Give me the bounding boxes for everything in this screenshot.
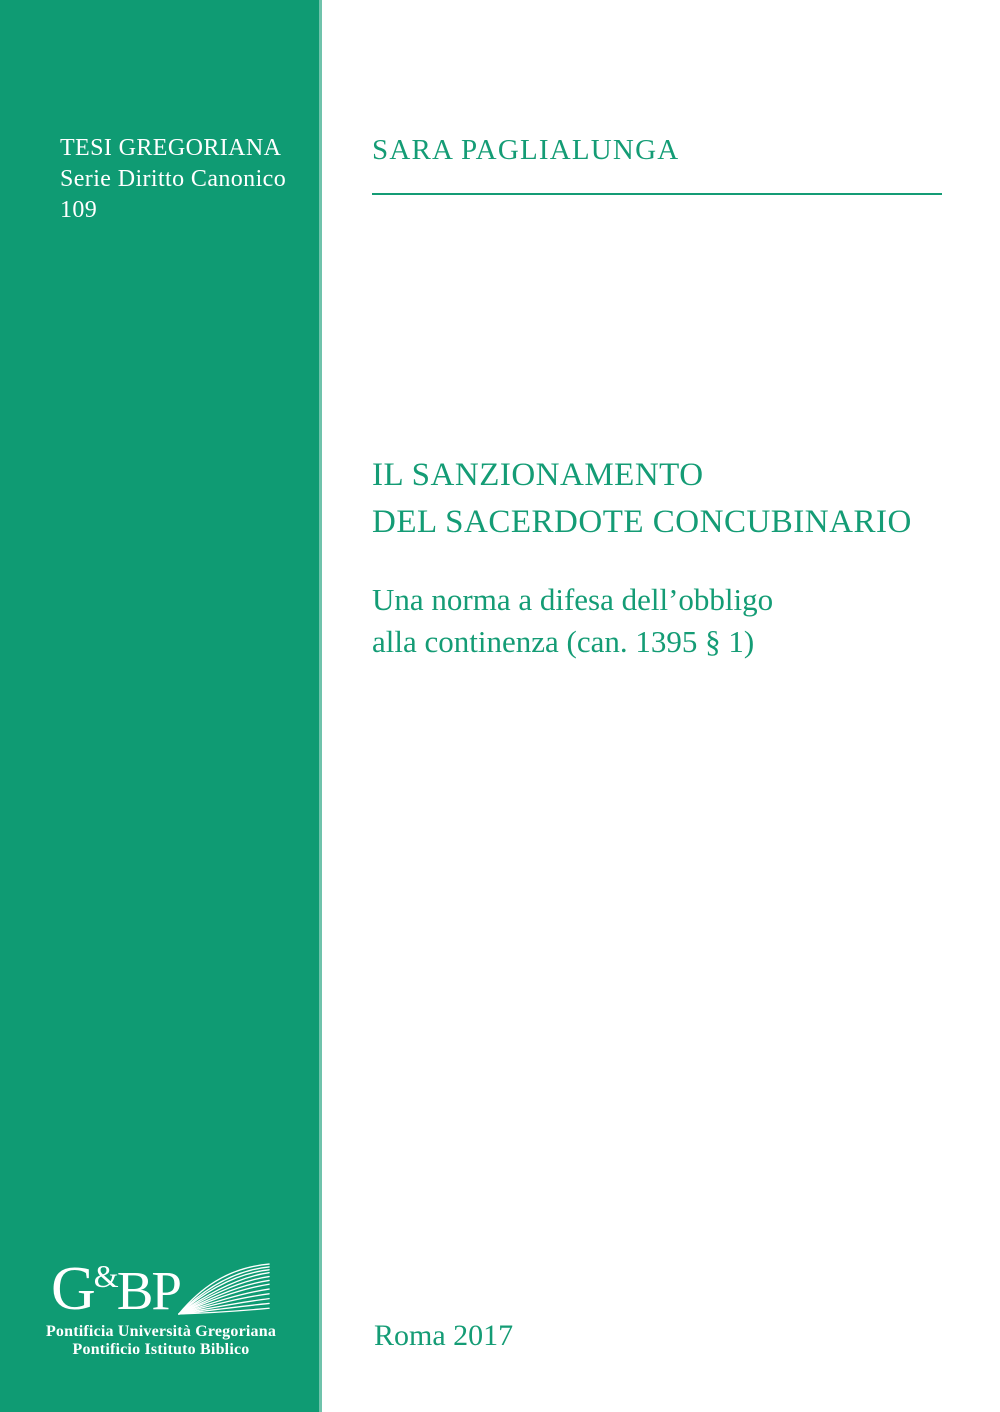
- book-title-line2: DEL SACERDOTE CONCUBINARIO: [372, 504, 912, 540]
- series-block: [60, 133, 286, 226]
- publisher-logo-block: [0, 1255, 322, 1359]
- logo-ampersand: &: [93, 1258, 117, 1294]
- book-pages-fan-icon: [175, 1263, 271, 1317]
- publisher-logo: [0, 1255, 322, 1323]
- logo-letter-g: G: [51, 1255, 94, 1323]
- logo-letters-bp: BP: [116, 1260, 180, 1321]
- series-subseries: Serie Diritto Canonico: [60, 166, 287, 192]
- book-subtitle-line2: alla continenza (can. 1395 § 1): [372, 624, 755, 659]
- book-title: [372, 452, 912, 546]
- book-title-line1: IL SANZIONAMENTO: [372, 457, 704, 493]
- publisher-name-1: Pontificia Università Gregoriana: [45, 1323, 277, 1340]
- publisher-logo-text: [51, 1255, 180, 1323]
- publisher-names: [0, 1323, 322, 1359]
- series-name: TESI GREGORIANA: [60, 135, 282, 161]
- series-number: 109: [60, 197, 98, 223]
- author-name: SARA PAGLIALUNGA: [372, 134, 680, 166]
- publisher-name-2: Pontificio Istituto Biblico: [72, 1341, 250, 1358]
- author-rule: [372, 193, 942, 195]
- imprint-place-year: Roma 2017: [374, 1319, 514, 1352]
- series-band: [0, 0, 322, 1412]
- book-subtitle-line1: Una norma a difesa dell’obbligo: [372, 582, 774, 617]
- book-subtitle: [372, 579, 773, 663]
